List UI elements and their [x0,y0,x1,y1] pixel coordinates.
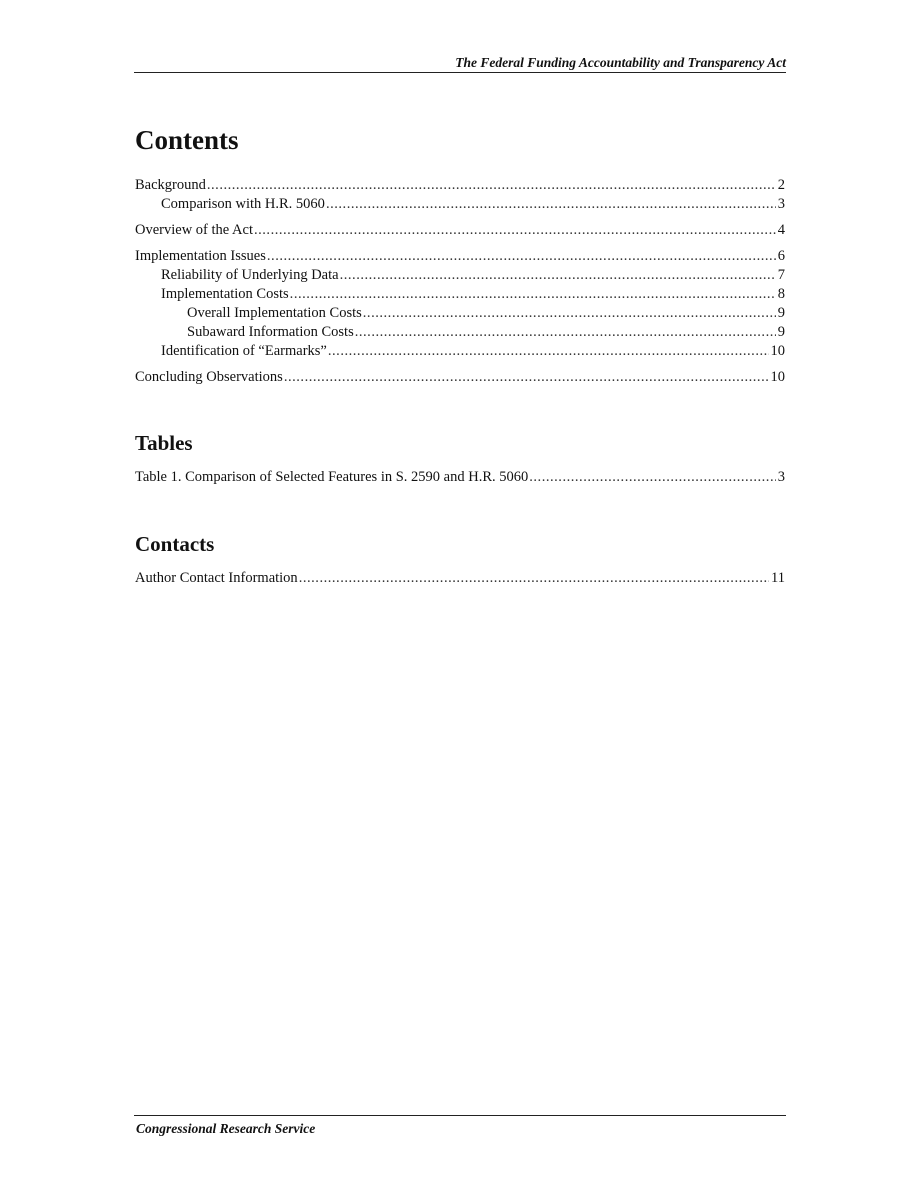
contacts-heading: Contacts [135,532,215,556]
toc-entry-subaward-costs[interactable] [135,323,785,342]
toc-entry-implementation-costs[interactable] [135,285,785,304]
dot-leader [290,285,776,304]
toc-entry-comparison-hr5060[interactable] [135,195,785,214]
toc-entry-page: 3 [777,196,785,212]
tables-heading: Tables [135,431,193,455]
dot-leader [340,266,776,285]
running-footer: Congressional Research Service [136,1121,316,1136]
toc-entry-label: Overview of the Act [135,222,253,238]
toc-entry-page: 4 [777,222,785,238]
toc-entry-page: 7 [777,267,785,283]
toc-entry-label: Implementation Issues [135,248,266,264]
toc-entry-page: 6 [777,248,785,264]
toc-entry-overview[interactable] [135,220,785,240]
toc-entry-label: Table 1. Comparison of Selected Features in S. 2590 and H.R. 5060 [135,469,529,485]
toc-entry-label: Concluding Observations [135,369,283,385]
toc-entry-page: 9 [777,324,785,340]
toc-entry-page: 2 [777,177,785,193]
dot-leader [254,220,776,240]
toc-entry-table-1[interactable] [135,467,785,487]
dot-leader [328,342,769,361]
dot-leader [355,323,776,342]
toc-entry-earmarks[interactable] [135,342,785,361]
header-rule [134,72,786,73]
toc-entry-implementation-issues[interactable] [135,246,785,266]
dot-leader [284,367,769,387]
toc-entry-background[interactable] [135,175,785,195]
dot-leader [299,568,769,588]
dot-leader [326,195,776,214]
toc-entry-page: 11 [771,570,785,586]
toc-entry-overall-costs[interactable] [135,304,785,323]
toc-entry-label: Author Contact Information [135,570,298,586]
toc-entry-label: Reliability of Underlying Data [161,267,339,283]
toc-entry-label: Background [135,177,206,193]
dot-leader [207,175,776,195]
toc-entry-label: Overall Implementation Costs [187,305,362,321]
toc-entry-reliability[interactable] [135,266,785,285]
toc-entry-page: 9 [777,305,785,321]
toc-entry-label: Identification of “Earmarks” [161,343,327,359]
contacts-list [135,568,785,588]
toc-entry-page: 10 [770,369,785,385]
dot-leader [363,304,776,323]
toc-entry-page: 8 [777,286,785,302]
dot-leader [267,246,776,266]
toc-entry-label: Implementation Costs [161,286,289,302]
toc-entry-page: 3 [777,469,785,485]
toc-entry-page: 10 [770,343,785,359]
contents-heading: Contents [135,125,239,155]
dot-leader [529,467,776,487]
contents-list [135,175,785,387]
toc-entry-author-contact[interactable] [135,568,785,588]
running-header: The Federal Funding Accountability and Transparency Act [455,55,786,70]
toc-entry-label: Subaward Information Costs [187,324,354,340]
footer-rule [134,1115,786,1116]
toc-entry-label: Comparison with H.R. 5060 [161,196,325,212]
toc-entry-concluding[interactable] [135,367,785,387]
tables-list [135,467,785,487]
